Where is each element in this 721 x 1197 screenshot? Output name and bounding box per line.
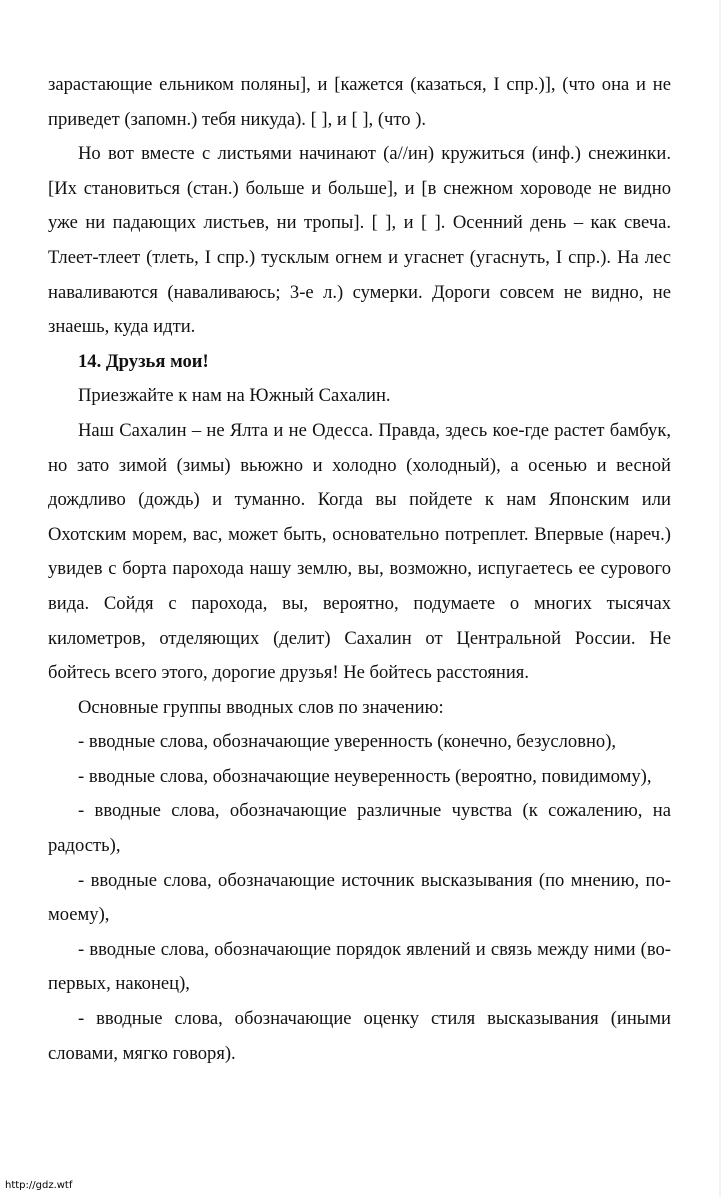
- list-item: - вводные слова, обозначающие источник высказывания (по мнению, по-моему),: [48, 869, 671, 926]
- list-title: Основные группы вводных слов по значению:: [78, 696, 444, 718]
- list-item: - вводные слова, обозначающие порядок явлений и связь между ними (во-первых, наконец),: [48, 938, 671, 995]
- paragraph-invitation: Приезжайте к нам на Южный Сахалин.: [78, 385, 391, 407]
- list-item: - вводные слова, обозначающие различные чувства (к сожалению, на радость),: [48, 800, 671, 857]
- list-item: - вводные слова, обозначающие неуверенность (вероятно, повидимому),: [78, 765, 652, 787]
- paragraph-sakhalin: Наш Сахалин – не Ялта и не Одесса. Правда, здесь кое-где растет бамбук, но зато зимой (зимы) вьюжно и холодно (холодный), а осенью и весной дождливо (дождь) и туманно. Когда вы пойдете к нам Японским или Охотским морем, вас, может быть, основательно потреплет. Впервые (нареч.) увидев с борта парохода нашу землю, вы, возможно, испугаетесь ее сурового вида. Сойдя с парохода, вы, вероятно, подумаете о многих тысячах километров, отделяющих (делит) Сахалин от Центральной России. Не бойтесь всего этого, дорогие друзья! Не бойтесь расстояния.: [48, 419, 671, 684]
- list-item: - вводные слова, обозначающие оценку стиля высказывания (иными словами, мягко говоря).: [48, 1008, 671, 1064]
- page-text: [48, 68, 671, 1071]
- footer-url-link[interactable]: http://gdz.wtf: [5, 1180, 73, 1191]
- paragraph-continuation: зарастающие ельником поляны], и [кажется (казаться, I спр.)], (что она и не приведет (запомн.) тебя никуда). [ ], и [ ], (что ).: [48, 74, 671, 130]
- exercise-heading: 14. Друзья мои!: [78, 350, 209, 372]
- paragraph-autumn: Но вот вместе с листьями начинают (а//ин) кружиться (инф.) снежинки. [Их становиться (стан.) больше и больше], и [в снежном хороводе не видно уже ни падающих листьев, ни тропы]. [ ], и [ ]. Осенний день – как свеча. Тлеет-тлеет (тлеть, I спр.) тусклым огнем и угаснет (угаснуть, I спр.). На лес наваливаются (наваливаюсь; 3-е л.) сумерки. Дороги совсем не видно, не знаешь, куда идти.: [48, 143, 671, 338]
- list-item: - вводные слова, обозначающие уверенность (конечно, безусловно),: [78, 731, 617, 753]
